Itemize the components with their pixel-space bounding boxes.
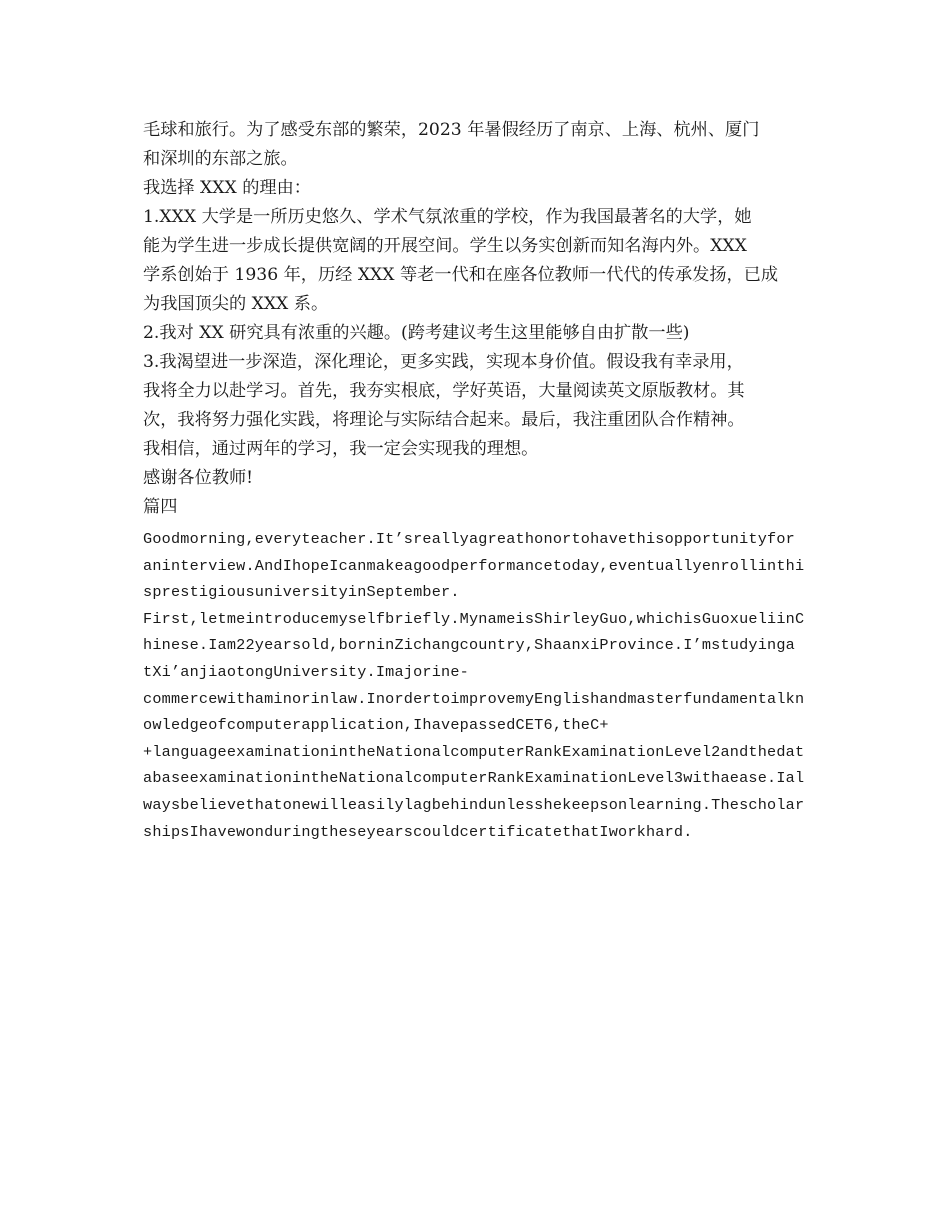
reason-3-line: 3.我渴望进一步深造，深化理论，更多实践，实现本身价值。假设我有幸录用， (143, 352, 744, 372)
english-line: tXi’anjiaotongUniversity.Imajorine- (143, 662, 469, 681)
english-line: shipsIhavewonduringtheseyearscouldcertificatethatIworkhard. (143, 822, 693, 841)
section-title: 篇四 (143, 497, 178, 517)
reason-1-line: 为我国顶尖的 XXX 系。 (143, 294, 329, 314)
reason-3-line: 次，我将努力强化实践，将理论与实际结合起来。最后，我注重团队合作精神。 (143, 410, 745, 430)
english-line: sprestigiousuniversityinSeptember. (143, 583, 460, 602)
english-line: Goodmorning,everyteacher.It’sreallyagreathonortohavethisopportunityfor (143, 530, 795, 548)
reasons-heading: 我选择 XXX 的理由： (143, 178, 311, 198)
english-line: +languageexaminationintheNationalcomputerRankExaminationLevel2andthedat (143, 742, 805, 761)
document-page (143, 116, 808, 845)
intro-line: 毛球和旅行。为了感受东部的繁荣，2023 年暑假经历了南京、上海、杭州、厦门 (143, 120, 760, 140)
english-line: abaseexaminationintheNationalcomputerRankExaminationLevel3withaease.Ial (143, 769, 805, 788)
reason-3-line: 我相信，通过两年的学习，我一定会实现我的理想。 (143, 439, 539, 459)
english-line: owledgeofcomputerapplication,IhavepassedCET6,theC+ (143, 716, 609, 735)
intro-line: 和深圳的东部之旅。 (143, 149, 298, 169)
english-line: aninterview.AndIhopeIcanmakeagoodperformancetoday,eventuallyenrollinthi (143, 556, 805, 575)
reason-2-line: 2.我对 XX 研究具有浓重的兴趣。(跨考建议考生这里能够自由扩散一些) (143, 323, 690, 343)
reason-3-line: 我将全力以赴学习。首先，我夯实根底，学好英语，大量阅读英文原版教材。其 (143, 381, 745, 401)
english-line: First,letmeintroducemyselfbriefly.MynameisShirleyGuo,whichisGuoxueliinC (143, 609, 805, 628)
thanks-line: 感谢各位教师! (143, 468, 254, 488)
reason-1-line: 学系创始于 1936 年，历经 XXX 等老一代和在座各位教师一代代的传承发扬，已成 (143, 265, 779, 285)
reason-1-line: 能为学生进一步成长提供宽阔的开展空间。学生以务实创新而知名海内外。XXX (143, 236, 747, 256)
english-line: commercewithaminorinlaw.InordertoimprovemyEnglishandmasterfundamentalkn (143, 689, 805, 708)
english-line: waysbelievethatonewilleasilylagbehindunlesshekeepsonlearning.Thescholar (143, 795, 805, 814)
reason-1-line: 1.XXX 大学是一所历史悠久、学术气氛浓重的学校，作为我国最著名的大学，她 (143, 207, 752, 227)
english-line: hinese.Iam22yearsold,borninZichangcountry,ShaanxiProvince.I’mstudyinga (143, 636, 795, 655)
